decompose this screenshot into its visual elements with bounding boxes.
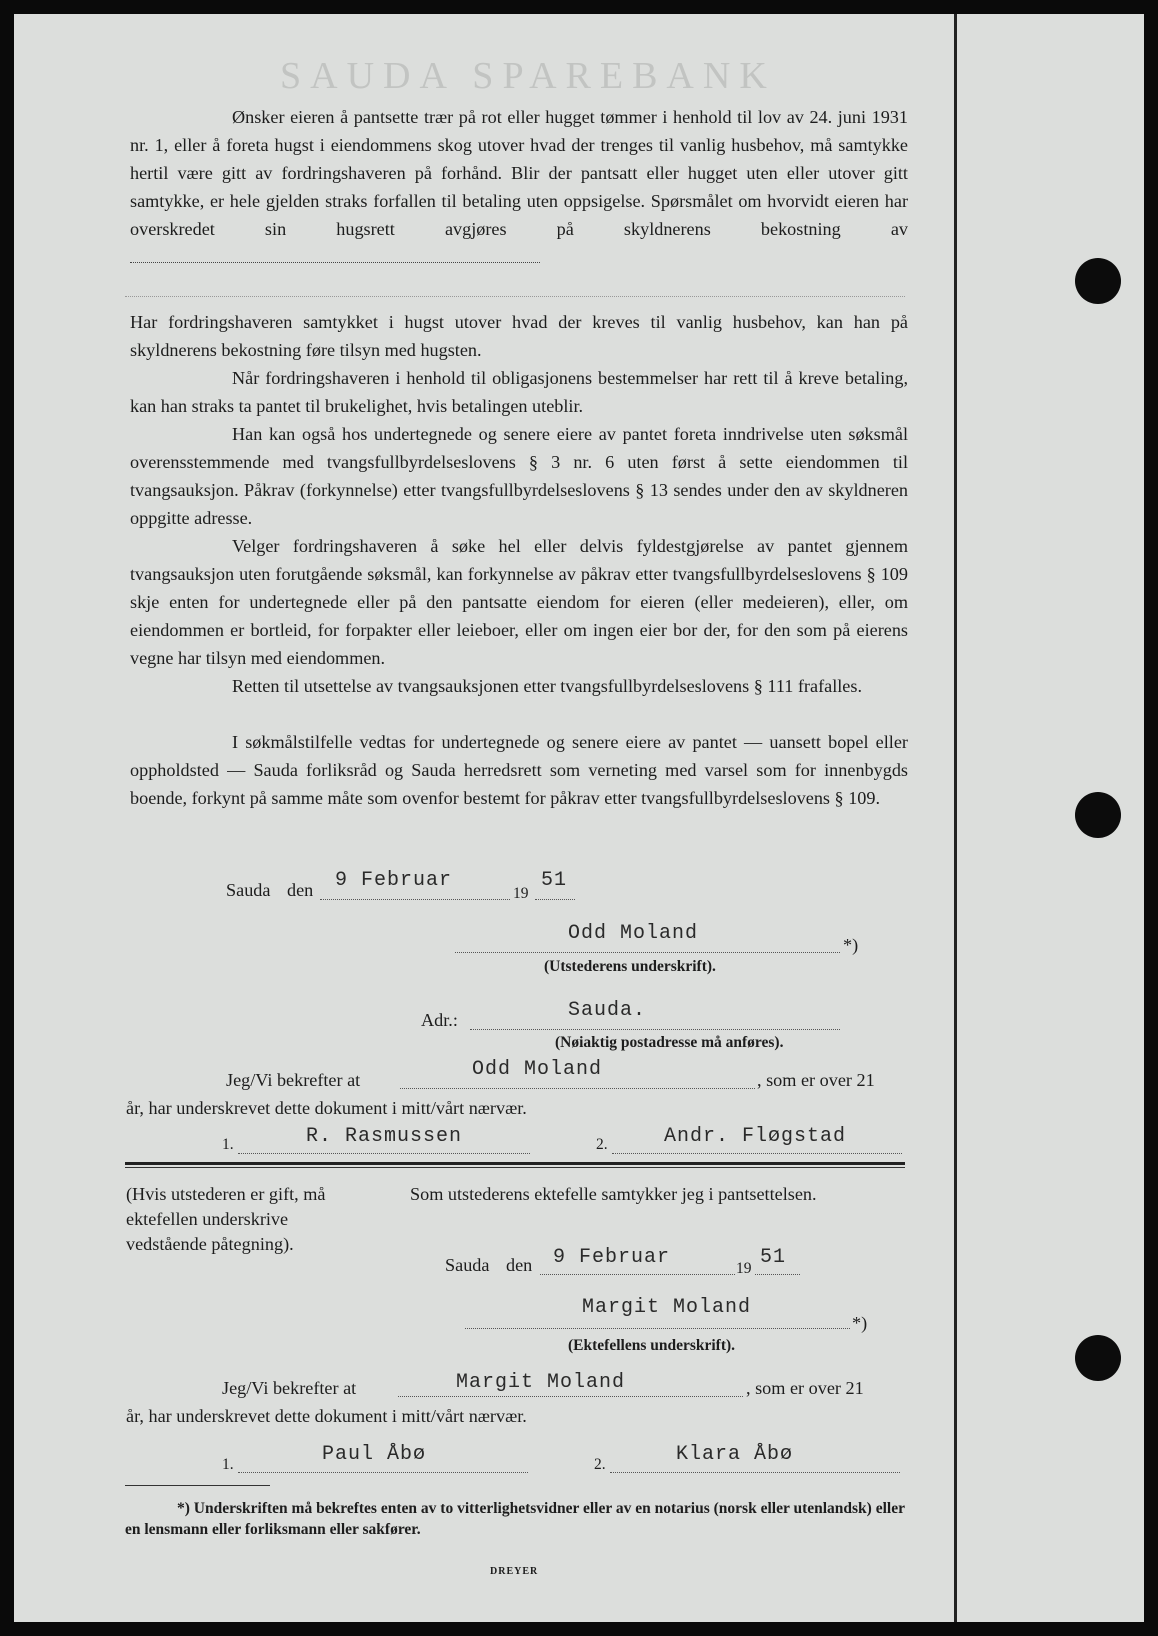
issue-date: 9 Februar: [335, 869, 453, 892]
issuer-signature: Odd Moland: [568, 922, 699, 945]
paragraph-auction: Velger fordringshaveren å søke hel eller delvis fyldestgjørelse av pantet gjennem tvangsauksjon uten forutgående søksmål, kan forkynnelse av påkrav etter tvangsfullbyrdelseslovens § 109 skje enten for undertegnede eller på den pantsatte eiendom for eieren (eller medeieren), eller, om eiendommen er bortleid, for forpakter eller leieboer, eller om ingen eier bor der, for den som på eierens vegne har tilsyn med eiendommen.: [130, 536, 908, 669]
section-divider: [125, 1162, 905, 1165]
witness-2-number: 2.: [596, 1136, 608, 1153]
spouse-witness-1-line: [238, 1472, 528, 1473]
spouse-confirm-line-2: år, har underskrevet dette dokument i mitt/vårt nærvær.: [126, 1406, 527, 1426]
spouse-signature-caption: (Ektefellens underskrift).: [568, 1337, 736, 1354]
punch-hole: [1075, 1335, 1121, 1381]
footnote: *) Underskriften må bekreftes enten av to vitterlighetsvidner eller av en notarius (norsk eller utenlandsk) eller en lensmann eller forliksmann eller sakfører.: [125, 1500, 905, 1538]
paragraph-forestry: [130, 103, 908, 272]
dotted-blank: [130, 262, 540, 263]
footnote-rule: [125, 1485, 270, 1486]
paragraph-enforcement: Han kan også hos undertegnede og senere eiere av pantet foreta inndrivelse uten søksmål overensstemmende med tvangsfullbyrdelseslovens § 3 nr. 6 uten først å sette eiendommen til tvangsauksjon. Påkrav (forkynnelse) etter tvangsfullbyrdelseslovens § 13 sendes under den av skyldneren oppgitte adresse.: [130, 424, 908, 529]
printer-mark: DREYER: [490, 1566, 539, 1577]
witness-2-line: [612, 1153, 902, 1154]
confirm-suffix: , som er over 21: [757, 1070, 875, 1090]
witness-1-line: [238, 1153, 530, 1154]
spouse-year-prefix: 19: [736, 1260, 752, 1277]
spouse-year-suffix: 51: [760, 1246, 787, 1269]
place-label: Sauda: [226, 880, 271, 900]
paragraph-supervision: Har fordringshaveren samtykket i hugst utover hvad der kreves til vanlig husbehov, kan han på skyldnerens bekostning føre tilsyn med hugsten.: [130, 312, 908, 361]
address-value: Sauda.: [568, 999, 647, 1022]
spouse-signature: Margit Moland: [582, 1296, 752, 1319]
spouse-witness-2-name: Klara Åbø: [676, 1443, 794, 1466]
spouse-witness-2-line: [610, 1472, 900, 1473]
address-caption: (Nøiaktig postadresse må anføres).: [555, 1034, 784, 1051]
spouse-confirm-suffix: , som er over 21: [746, 1378, 864, 1398]
confirm-line-2: år, har underskrevet dette dokument i mitt/vårt nærvær.: [126, 1098, 527, 1118]
date-line: [320, 899, 510, 900]
witness-1-number: 1.: [222, 1136, 234, 1153]
year-prefix: 19: [513, 885, 529, 902]
paragraph-venue: I søkmålstilfelle vedtas for undertegnede og senere eiere av pantet — uansett bopel eller oppholdsted — Sauda forliksråd og Sauda herredsrett som verneting med varsel som for innenbygds boende, forkynt på samme måte som ovenfor bestemt for påkrav etter tvangsfullbyrdelseslovens § 109.: [130, 732, 908, 809]
spouse-signature-line: [465, 1328, 850, 1329]
confirm-name: Odd Moland: [472, 1058, 603, 1081]
dotted-continuation-line: [125, 296, 905, 297]
spouse-den-label: den: [506, 1255, 533, 1275]
spouse-witness-1-number: 1.: [222, 1456, 234, 1473]
spouse-confirm-name: Margit Moland: [456, 1371, 626, 1394]
signature-line: [455, 952, 840, 953]
punch-hole: [1075, 258, 1121, 304]
spouse-consent: Som utstederens ektefelle samtykker jeg i pantsettelsen.: [410, 1184, 817, 1204]
bank-name-bleedthrough: SAUDA SPAREBANK: [280, 55, 776, 97]
year-line: [535, 899, 575, 900]
address-label: Adr.:: [421, 1010, 458, 1030]
spouse-note: (Hvis utstederen er gift, må ektefellen underskrive vedstående påtegning).: [126, 1184, 326, 1254]
spouse-asterisk-mark: *): [852, 1313, 868, 1333]
den-label: den: [287, 880, 314, 900]
asterisk-mark: *): [843, 935, 859, 955]
spouse-date-line: [540, 1274, 735, 1275]
spouse-date: 9 Februar: [553, 1246, 671, 1269]
section-divider-thin: [125, 1167, 905, 1168]
paragraph-postponement: Retten til utsettelse av tvangsauksjonen etter tvangsfullbyrdelseslovens § 111 frafalles.: [232, 676, 862, 696]
paragraph-text: Ønsker eieren å pantsette trær på rot eller hugget tømmer i henhold til lov av 24. juni 1931 nr. 1, eller å foreta hugst i eiendommens skog utover hvad der trenges til vanlig husbehov, må samtykke hertil være gitt av fordringshaveren på forhånd. Blir der pantsatt eller hugget uten eller utover gitt samtykke, er hele gjelden straks forfallen til betaling uten oppsigelse. Spørsmålet om hvorvidt eieren har overskredet sin hugsrett avgjøres på skyldnerens bekostning av: [130, 107, 908, 240]
spouse-year-line: [755, 1274, 800, 1275]
paragraph-payment: Når fordringshaveren i henhold til obligasjonens bestemmelser har rett til å kreve betaling, kan han straks ta pantet til brukelighet, hvis betalingen uteblir.: [130, 368, 908, 417]
witness-2-name: Andr. Fløgstad: [664, 1125, 847, 1148]
confirm-prefix: Jeg/Vi bekrefter at: [226, 1070, 361, 1090]
spouse-place-label: Sauda: [445, 1255, 490, 1275]
spouse-witness-1-name: Paul Åbø: [322, 1443, 427, 1466]
fold-line: [954, 14, 957, 1622]
signature-caption: (Utstederens underskrift).: [544, 958, 716, 975]
confirm-line: [400, 1088, 755, 1089]
year-suffix: 51: [541, 869, 568, 892]
spouse-confirm-prefix: Jeg/Vi bekrefter at: [222, 1378, 357, 1398]
address-line: [470, 1029, 840, 1030]
spouse-witness-2-number: 2.: [594, 1456, 606, 1473]
witness-1-name: R. Rasmussen: [306, 1125, 463, 1148]
punch-hole: [1075, 792, 1121, 838]
spouse-confirm-line: [398, 1396, 743, 1397]
